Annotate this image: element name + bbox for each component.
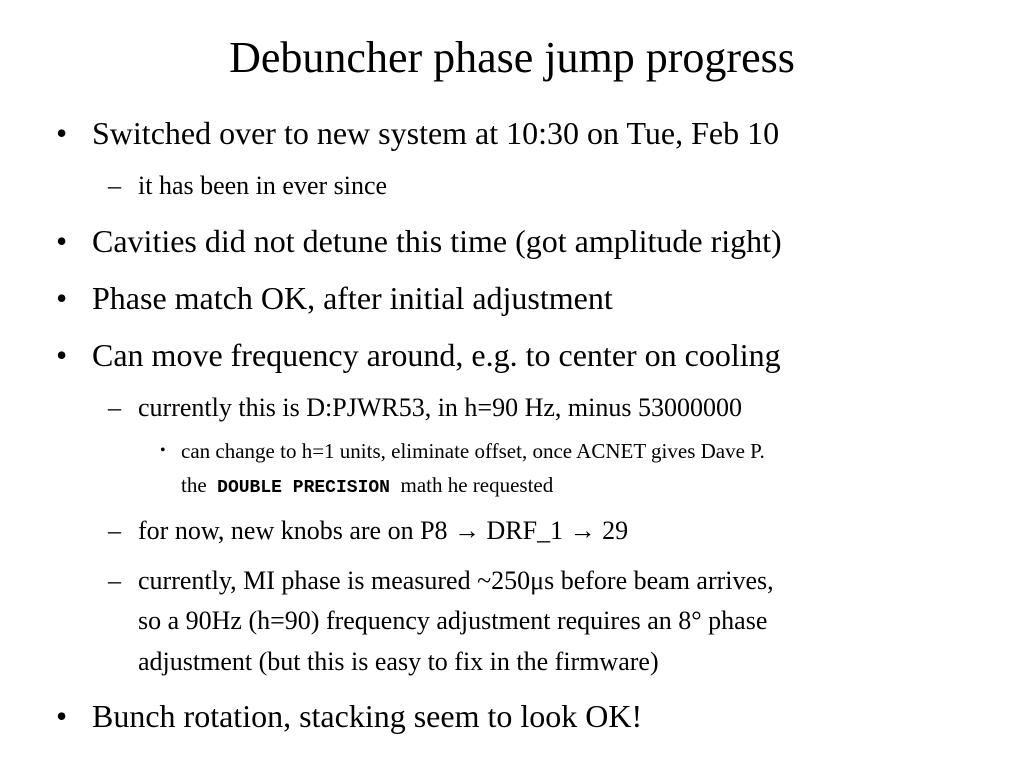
sub-item-line2: so a 90Hz (h=90) frequency adjustment requires an 8° phase: [138, 606, 768, 635]
bullet-text: Can move frequency around, e.g. to center on cooling: [92, 337, 781, 373]
sub-item-text: it has been in ever since: [138, 171, 388, 200]
bullet-icon: •: [56, 698, 68, 734]
sub-sub-item-line2: [181, 468, 553, 505]
sub-item-line3: adjustment (but this is easy to fix in the firmware): [138, 647, 659, 676]
bullet-icon: •: [56, 280, 68, 316]
dash-icon: –: [108, 393, 121, 422]
line2-pre: the: [181, 473, 207, 497]
slide-title: Debuncher phase jump progress: [229, 33, 795, 82]
bullet-icon: •: [160, 442, 166, 459]
dash-icon: –: [108, 566, 121, 595]
bullet-text: Switched over to new system at 10:30 on Tue, Feb 10: [92, 115, 780, 151]
double-precision-code: DOUBLE PRECISION: [217, 478, 390, 498]
line2-post: math he requested: [400, 473, 554, 497]
bullet-text: Cavities did not detune this time (got amplitude right): [92, 223, 782, 259]
bullet-icon: •: [56, 337, 68, 373]
bullet-text: Bunch rotation, stacking seem to look OK!: [92, 698, 643, 734]
bullet-text: Phase match OK, after initial adjustment: [92, 280, 613, 316]
sub-item-text: for now, new knobs are on P8 → DRF_1 → 29: [138, 516, 629, 545]
sub-sub-item-line1: can change to h=1 units, eliminate offset, once ACNET gives Dave P.: [181, 439, 765, 463]
dash-icon: –: [108, 171, 121, 200]
dash-icon: –: [108, 516, 121, 545]
sub-item-line1: currently, MI phase is measured ~250μs before beam arrives,: [138, 566, 774, 595]
sub-item-text: currently this is D:PJWR53, in h=90 Hz, minus 53000000: [138, 393, 742, 422]
bullet-icon: •: [56, 115, 68, 151]
bullet-icon: •: [56, 223, 68, 259]
